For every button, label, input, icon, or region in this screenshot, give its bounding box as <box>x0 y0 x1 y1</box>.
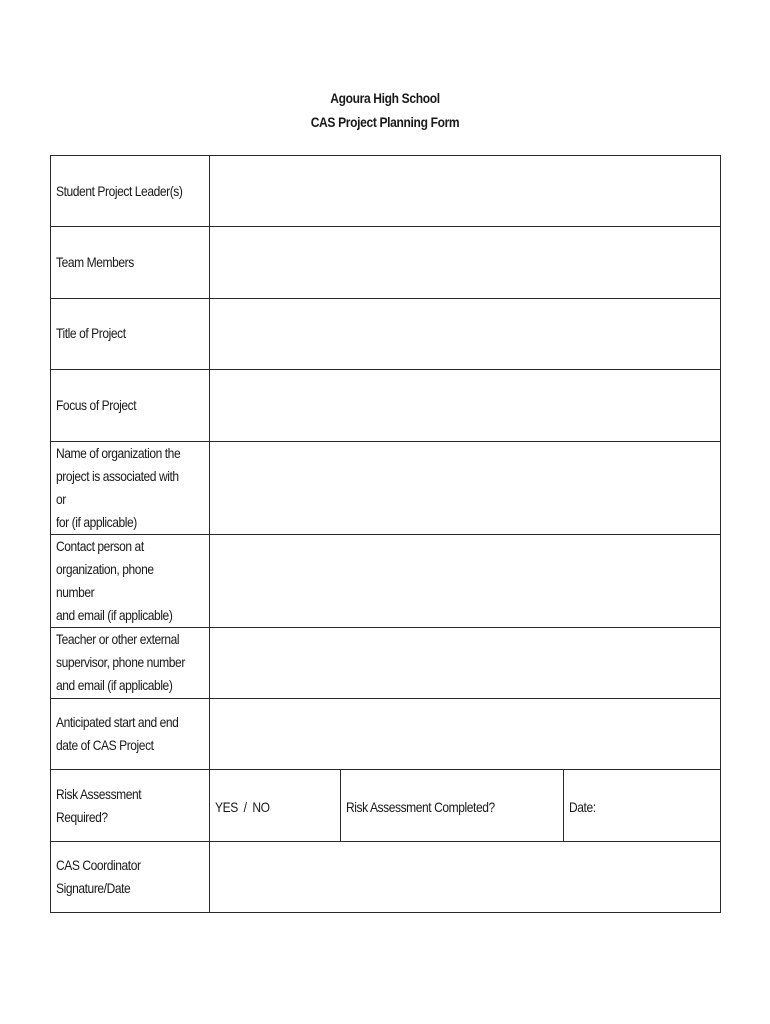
row-label-team-members: Team Members <box>56 254 134 271</box>
yes-no-option: YES / NO <box>215 799 270 816</box>
row-label-project-leader: Student Project Leader(s) <box>56 182 183 199</box>
form-title: CAS Project Planning Form <box>310 114 460 130</box>
project-title-field[interactable] <box>210 298 721 369</box>
label-cell <box>51 227 210 298</box>
team-members-field[interactable] <box>210 227 721 298</box>
label-cell <box>51 627 210 698</box>
label-cell <box>51 441 210 534</box>
form-row-supervisor <box>51 627 721 698</box>
label-cell <box>51 841 210 912</box>
form-header <box>0 86 770 134</box>
risk-completed-field[interactable] <box>341 770 564 841</box>
project-focus-field[interactable] <box>210 370 721 441</box>
row-label-title: Title of Project <box>56 325 126 342</box>
organization-field[interactable] <box>210 441 721 534</box>
coordinator-signature-field[interactable] <box>210 841 721 912</box>
risk-completed-label: Risk Assessment Completed? <box>346 799 495 816</box>
form-row-focus <box>51 370 721 441</box>
row-label-contact-person: Contact person at organization, phone number and email (if applicable) <box>56 537 173 623</box>
school-name: Agoura High School <box>330 90 440 106</box>
form-row-team-members <box>51 227 721 298</box>
yes-no-field[interactable] <box>210 770 341 841</box>
row-label-coordinator: CAS Coordinator Signature/Date <box>56 856 141 896</box>
form-row-title <box>51 298 721 369</box>
label-cell <box>51 770 210 841</box>
dates-field[interactable] <box>210 698 721 769</box>
contact-person-field[interactable] <box>210 534 721 627</box>
form-row-project-leader <box>51 156 721 227</box>
date-label: Date: <box>569 799 596 816</box>
form-row-coordinator <box>51 841 721 912</box>
form-row-dates <box>51 698 721 769</box>
supervisor-field[interactable] <box>210 627 721 698</box>
label-cell <box>51 298 210 369</box>
form-row-risk-assessment <box>51 770 721 841</box>
form-row-contact-person <box>51 534 721 627</box>
label-cell <box>51 698 210 769</box>
date-field[interactable] <box>564 770 721 841</box>
label-cell <box>51 534 210 627</box>
label-cell <box>51 370 210 441</box>
project-leader-field[interactable] <box>210 156 721 227</box>
row-label-risk-required: Risk Assessment Required? <box>56 785 142 825</box>
row-label-focus: Focus of Project <box>56 396 137 413</box>
label-cell <box>51 156 210 227</box>
form-row-organization <box>51 441 721 534</box>
planning-form-table <box>50 155 721 913</box>
row-label-dates: Anticipated start and end date of CAS Project <box>56 714 179 754</box>
row-label-organization: Name of organization the project is associated with or for (if applicable) <box>56 444 181 530</box>
row-label-supervisor: Teacher or other external supervisor, phone number and email (if applicable) <box>56 631 185 694</box>
